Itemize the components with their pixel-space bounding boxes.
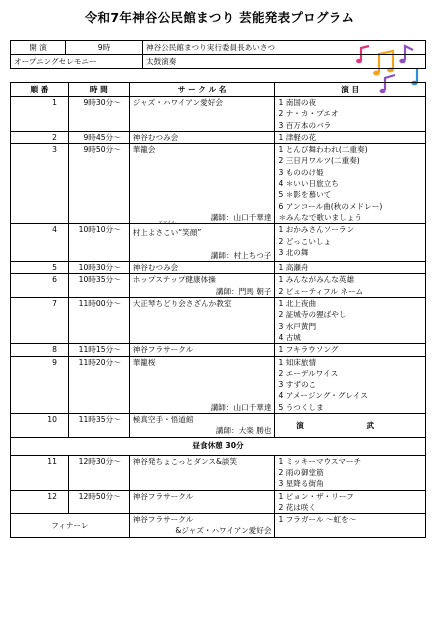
program-item: ＊みんなで歌いましょう — [278, 212, 362, 222]
circle-cell — [129, 414, 275, 438]
column-header-order: 順 番 — [11, 83, 69, 97]
program-item: 演 武 — [296, 420, 405, 430]
program-item: 1 おかみさんソーラン — [278, 225, 355, 235]
circle-name: 神谷フラサークル — [132, 491, 194, 501]
program-cell — [275, 97, 426, 132]
time-cell: 10時30分～ — [68, 262, 129, 274]
order-cell: 2 — [11, 131, 69, 143]
time-cell: 11時00分～ — [68, 298, 129, 344]
program-item: 3 水戸黄門 — [278, 321, 317, 331]
table-row — [11, 224, 426, 262]
order-cell: 8 — [11, 344, 69, 356]
circle-name: ジャズ・ハワイアン愛好会 — [132, 98, 223, 107]
program-item: 1 知床旅情 — [278, 357, 317, 367]
program-item: 3 もののけ姫 — [278, 167, 324, 177]
table-row — [11, 131, 426, 143]
ceremony-program: 太鼓演奏 — [143, 55, 426, 69]
table-row — [11, 144, 426, 224]
program-item: 2 ナ・カ・プエオ — [278, 109, 339, 119]
order-cell: 7 — [11, 298, 69, 344]
time-cell: 10時10分～ — [68, 224, 129, 262]
time-cell: 9時50分～ — [68, 144, 129, 224]
program-item: 4 古城 — [278, 332, 301, 342]
circle-cell — [129, 144, 275, 224]
program-item: 4 アメージング・グレイス — [278, 391, 368, 401]
order-cell: 1 — [11, 97, 69, 132]
time-cell: 11時35分～ — [68, 414, 129, 438]
program-item: 5 ＊影を慕いて — [278, 190, 332, 200]
program-item: 3 すずのこ — [278, 380, 317, 390]
circle-name: 大正琴ちどり会さざんか教室 — [132, 299, 232, 309]
program-item: 1 津軽の花 — [278, 132, 317, 142]
circle-name: 村上よさこい“笑顔” — [132, 228, 202, 238]
ceremony-row — [11, 55, 426, 69]
program-item: 2 どっこいしょ — [278, 236, 332, 246]
program-item: 1 とんび舞わわれ(二重奏) — [278, 145, 368, 155]
program-item: 6 アンコール曲(秋のメドレー) — [278, 201, 383, 211]
program-item: 1 みんながみんな英雄 — [278, 275, 355, 285]
order-cell: 10 — [11, 414, 69, 438]
table-row — [11, 274, 426, 298]
program-cell — [275, 455, 426, 490]
circle-cell — [129, 97, 275, 132]
page-title: 令和7年神谷公民館まつり 芸能発表プログラム — [84, 10, 355, 25]
time-cell: 12時30分～ — [68, 455, 129, 490]
column-header-circle: サ ー ク ル 名 — [129, 83, 275, 97]
program-item: 1 フキラウソング — [278, 345, 339, 355]
program-item: 1 北上夜曲 — [278, 299, 317, 309]
program-item: 3 百万本のバラ — [278, 120, 332, 130]
time-cell: 10時35分～ — [68, 274, 129, 298]
program-item: 3 北の舞 — [278, 247, 309, 257]
program-item: 1 ピョン・ザ・リーフ — [278, 491, 354, 501]
table-row — [11, 490, 426, 514]
circle-cell — [129, 356, 275, 414]
ruby-text: スマイル — [158, 221, 176, 227]
circle-cell — [129, 514, 275, 538]
circle-cell — [129, 490, 275, 514]
program-cell — [275, 490, 426, 514]
table-row — [11, 262, 426, 274]
teacher-name: 講師：大楽 勝也 — [215, 426, 272, 436]
program-item: 4 ＊いい日旅立ち — [278, 179, 339, 189]
program-cell — [275, 356, 426, 414]
order-cell: 11 — [11, 455, 69, 490]
circle-cell — [129, 131, 275, 143]
teacher-name: 講師：門馬 朝子 — [215, 286, 272, 296]
circle-name-with-ruby — [132, 221, 202, 238]
program-table — [10, 82, 426, 538]
program-item: 3 星降る街角 — [278, 479, 324, 489]
teacher-name: 講師：山口千華達 — [210, 212, 272, 222]
time-cell: 11時15分～ — [68, 344, 129, 356]
program-item: 1 高瀬舟 — [278, 263, 309, 273]
table-row — [11, 97, 426, 132]
program-cell — [275, 274, 426, 298]
program-item: 1 南国の夜 — [278, 98, 317, 107]
table-row — [11, 356, 426, 414]
program-item: 1 フラガール ～虹を～ — [278, 515, 357, 525]
program-item: 1 ミッキーマウスマーチ — [278, 456, 362, 466]
circle-name: 神谷フラサークル — [132, 345, 194, 355]
circle-cell — [129, 298, 275, 344]
circle-name: 華籠桜 — [132, 357, 156, 367]
opening-time: 9時 — [66, 41, 143, 55]
break-row — [11, 437, 426, 455]
time-cell: 9時45分～ — [68, 131, 129, 143]
circle-name-2: &ジャズ・ハワイアン愛好会 — [175, 526, 272, 536]
time-cell: 9時30分～ — [68, 97, 129, 132]
table-header-row — [11, 83, 426, 97]
opening-greeting: 神谷公民館まつり実行委員長あいさつ — [143, 41, 426, 55]
program-cell — [275, 298, 426, 344]
opening-row — [11, 41, 426, 55]
program-cell — [275, 131, 426, 143]
program-cell — [275, 262, 426, 274]
time-cell: 11時20分～ — [68, 356, 129, 414]
program-cell — [275, 144, 426, 224]
circle-name: 神谷むつみ会 — [132, 132, 179, 142]
order-cell: 12 — [11, 490, 69, 514]
order-cell: 9 — [11, 356, 69, 414]
order-cell: フィナーレ — [11, 514, 130, 538]
table-row — [11, 514, 426, 538]
order-cell: 3 — [11, 144, 69, 224]
circle-cell — [129, 455, 275, 490]
circle-cell — [129, 274, 275, 298]
circle-name: 華籠会 — [132, 145, 156, 155]
order-cell: 5 — [11, 262, 69, 274]
table-row — [11, 414, 426, 438]
table-row — [11, 298, 426, 344]
opening-table — [10, 40, 426, 69]
order-cell: 4 — [11, 224, 69, 262]
program-cell — [275, 224, 426, 262]
program-item: 2 雨の御堂筋 — [278, 467, 324, 477]
table-row — [11, 455, 426, 490]
circle-cell — [129, 262, 275, 274]
circle-name: 神谷むつみ会 — [132, 263, 179, 273]
program-cell — [275, 514, 426, 538]
program-item: 2 三日月ワルツ(二重奏) — [278, 156, 360, 166]
circle-name: 極真空手・悟道館 — [132, 415, 194, 425]
lunch-break-cell: 昼食休憩 30分 — [11, 437, 426, 455]
program-cell — [275, 344, 426, 356]
program-item: 2 ビューティフル ネーム — [278, 286, 364, 296]
circle-cell — [129, 221, 275, 262]
opening-label: 開 演 — [11, 41, 66, 55]
circle-name: 神谷発ちょこっとダンス&談笑 — [132, 456, 238, 466]
circle-name: ホップステップ健康体操 — [132, 275, 216, 285]
ceremony-label: オープニングセレモニー — [11, 55, 143, 69]
program-cell — [275, 414, 426, 438]
teacher-name: 講師：村上ちつ子 — [210, 250, 272, 260]
program-item: 2 証城寺の狸ばやし — [278, 310, 347, 320]
circle-name: 神谷フラサークル — [132, 515, 194, 525]
teacher-name: 講師：山口千華達 — [210, 402, 272, 412]
time-cell: 12時50分～ — [68, 490, 129, 514]
program-item: 5 うつくしま — [278, 402, 324, 412]
circle-cell — [129, 344, 275, 356]
program-body — [11, 97, 426, 538]
program-item: 2 エーデルワイス — [278, 368, 339, 378]
column-header-program: 演 目 — [275, 83, 426, 97]
order-cell: 6 — [11, 274, 69, 298]
table-row — [11, 344, 426, 356]
column-header-time: 時 間 — [68, 83, 129, 97]
program-item: 2 花は咲く — [278, 502, 317, 512]
